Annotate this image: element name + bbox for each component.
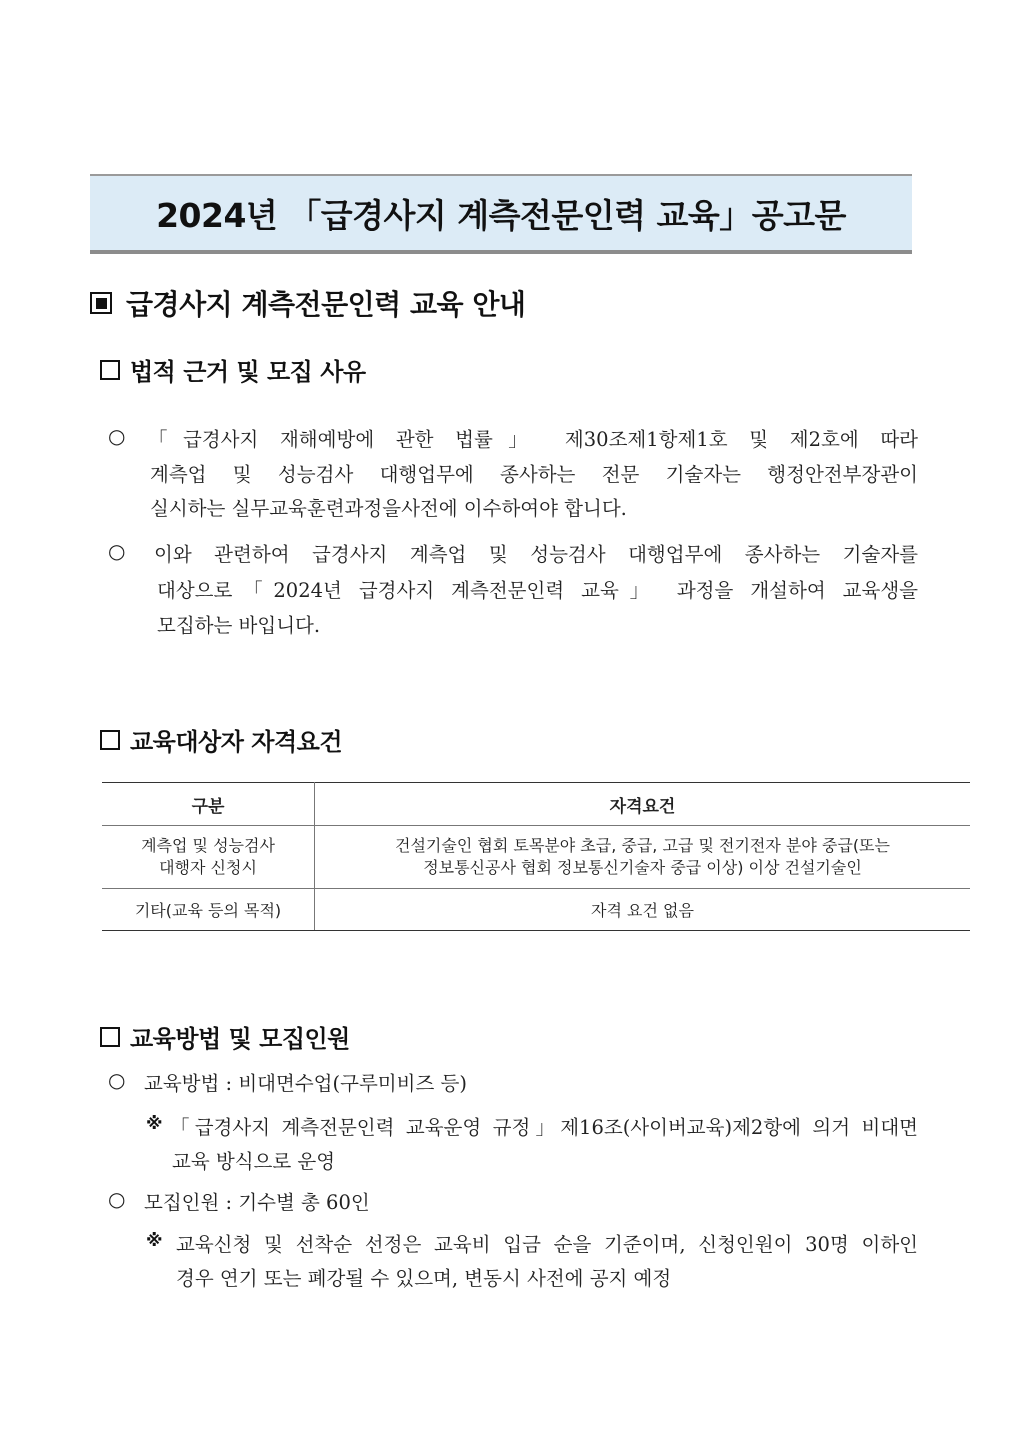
table-cell-requirement: 자격 요건 없음 bbox=[315, 889, 971, 931]
column-header: 자격요건 bbox=[315, 783, 971, 826]
table-cell-requirement: 건설기술인 협회 토목분야 초급, 중급, 고급 및 전기전자 분야 중급(또는 정보통신공사 협회 정보통신기술자 중급 이상) 이상 건설기술인 bbox=[315, 826, 971, 889]
reference-mark-icon: ※ bbox=[146, 1114, 163, 1134]
circle-bullet-icon: ○ bbox=[108, 424, 126, 448]
paragraph-line: 이와 관련하여 급경사지 계측업 및 성능검사 대행업무에 종사하는 기술자를 bbox=[154, 543, 918, 566]
paragraph-line: 모집하는 바입니다. bbox=[157, 614, 321, 637]
section-heading-method: 교육방법 및 모집인원 bbox=[100, 1019, 350, 1054]
method-text: 교육방법 : 비대면수업(구루미비즈 등) bbox=[144, 1072, 467, 1095]
main-heading-text: 급경사지 계측전문인력 교육 안내 bbox=[126, 288, 526, 321]
empty-square-icon bbox=[100, 730, 120, 750]
paragraph-line: 「급경사지 재해예방에 관한 법률」 제30조제1항제1호 및 제2호에 따라 bbox=[148, 428, 918, 451]
paragraph-line: 계측업 및 성능검사 대행업무에 종사하는 전문 기술자는 행정안전부장관이 bbox=[150, 463, 918, 486]
circle-bullet-icon: ○ bbox=[108, 1068, 126, 1092]
table-row bbox=[102, 826, 970, 889]
circle-bullet-icon: ○ bbox=[108, 539, 126, 563]
table-header-row bbox=[102, 783, 970, 826]
reference-mark-icon: ※ bbox=[146, 1231, 163, 1251]
eligibility-table bbox=[102, 782, 970, 931]
note-line: 교육신청 및 선착순 선정은 교육비 입금 순을 기준이며, 신청인원이 30명 이하인 bbox=[176, 1233, 918, 1256]
section-heading-eligibility: 교육대상자 자격요건 bbox=[100, 722, 342, 757]
empty-square-icon bbox=[100, 360, 120, 380]
note-line: 「급경사지 계측전문인력 교육운영 규정」제16조(사이버교육)제2항에 의거 비대면 bbox=[170, 1116, 918, 1139]
circle-bullet-icon: ○ bbox=[108, 1187, 126, 1211]
page-title: 2024년 「급경사지 계측전문인력 교육」공고문 bbox=[156, 195, 846, 235]
note-line: 교육 방식으로 운영 bbox=[172, 1150, 336, 1173]
table-cell-category: 기타(교육 등의 목적) bbox=[102, 889, 315, 931]
filled-square-icon bbox=[90, 292, 112, 314]
recruit-text: 모집인원 : 기수별 총 60인 bbox=[144, 1191, 370, 1214]
table-row bbox=[102, 889, 970, 931]
table-cell-category: 계측업 및 성능검사 대행자 신청시 bbox=[102, 826, 315, 889]
paragraph-line: 대상으로「2024년 급경사지 계측전문인력 교육」 과정을 개설하여 교육생을 bbox=[157, 579, 918, 602]
empty-square-icon bbox=[100, 1027, 120, 1047]
title-banner bbox=[90, 174, 912, 254]
paragraph-line: 실시하는 실무교육훈련과정을사전에 이수하여야 합니다. bbox=[150, 497, 627, 520]
column-header: 구분 bbox=[102, 783, 315, 826]
section-heading-legal-basis: 법적 근거 및 모집 사유 bbox=[100, 352, 366, 387]
note-line: 경우 연기 또는 폐강될 수 있으며, 변동시 사전에 공지 예정 bbox=[176, 1267, 672, 1290]
main-heading bbox=[90, 283, 525, 323]
